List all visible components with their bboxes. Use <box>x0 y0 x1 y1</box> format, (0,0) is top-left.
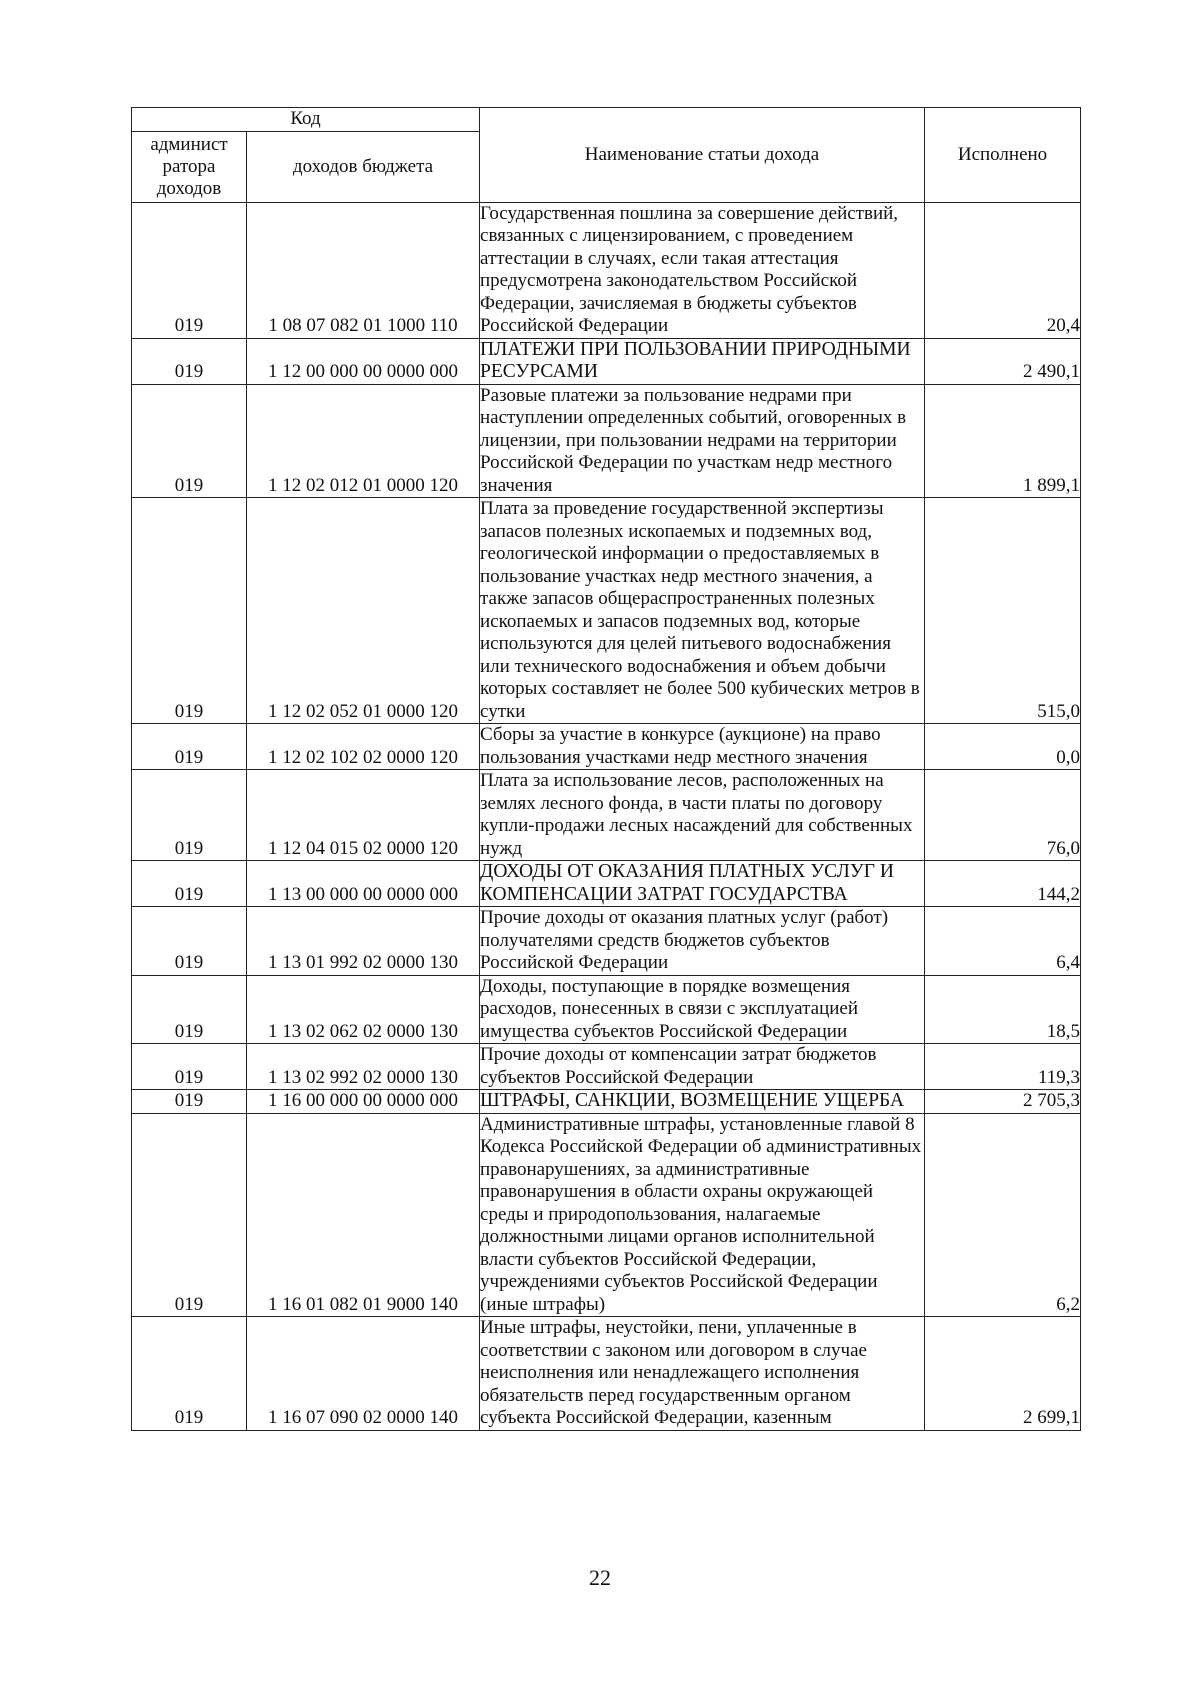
header-item-name: Наименование статьи дохода <box>480 108 925 203</box>
item-name-cell: Прочие доходы от оказания платных услуг (работ) получателями средств бюджетов субъектов Российской Федерации <box>480 907 925 976</box>
page-number: 22 <box>589 1565 611 1590</box>
executed-value-cell: 119,3 <box>925 1044 1081 1090</box>
table-row <box>132 724 1081 770</box>
executed-value-cell: 76,0 <box>925 770 1081 861</box>
header-administrator: админист ратора доходов <box>132 131 247 202</box>
executed-value-cell: 144,2 <box>925 861 1081 907</box>
budget-code-cell: 1 12 00 000 00 0000 000 <box>247 338 480 384</box>
item-name-cell: Плата за использование лесов, расположенных на землях лесного фонда, в части платы по договору купли-продажи лесных насаждений для собственных нужд <box>480 770 925 861</box>
item-name-cell: Государственная пошлина за совершение действий, связанных с лицензированием, с проведением аттестации в случаях, если такая аттестация предусмотрена законодательством Российской Федерации, зачисляемая в бюджеты субъектов Российской Федерации <box>480 202 925 338</box>
budget-code-cell: 1 13 02 992 02 0000 130 <box>247 1044 480 1090</box>
budget-code-cell: 1 12 04 015 02 0000 120 <box>247 770 480 861</box>
table-header <box>132 108 1081 203</box>
admin-code-cell: 019 <box>132 1090 247 1114</box>
admin-code-cell: 019 <box>132 498 247 724</box>
admin-code-cell: 019 <box>132 861 247 907</box>
budget-code-cell: 1 08 07 082 01 1000 110 <box>247 202 480 338</box>
budget-code-cell: 1 13 00 000 00 0000 000 <box>247 861 480 907</box>
table-row <box>132 498 1081 724</box>
item-name-cell: Плата за проведение государственной экспертизы запасов полезных ископаемых и подземных вод, геологической информации о предоставляемых в пользование участках недр местного значения, а также запасов общераспространенных полезных ископаемых и запасов подземных вод, которые используются для целей питьевого водоснабжения или технического водоснабжения и объем добычи которых составляет не более 500 кубических метров в сутки <box>480 498 925 724</box>
executed-value-cell: 2 705,3 <box>925 1090 1081 1114</box>
table-row <box>132 1317 1081 1431</box>
item-name-cell: Доходы, поступающие в порядке возмещения расходов, понесенных в связи с эксплуатацией имущества субъектов Российской Федерации <box>480 975 925 1044</box>
executed-value-cell: 18,5 <box>925 975 1081 1044</box>
item-name-cell: Прочие доходы от компенсации затрат бюджетов субъектов Российской Федерации <box>480 1044 925 1090</box>
item-name-cell: Разовые платежи за пользование недрами при наступлении определенных событий, оговоренных в лицензии, при пользовании недрами на территории Российской Федерации по участкам недр местного значения <box>480 384 925 498</box>
budget-code-cell: 1 12 02 102 02 0000 120 <box>247 724 480 770</box>
executed-value-cell: 0,0 <box>925 724 1081 770</box>
executed-value-cell: 515,0 <box>925 498 1081 724</box>
executed-value-cell: 2 490,1 <box>925 338 1081 384</box>
admin-code-cell: 019 <box>132 770 247 861</box>
table-row <box>132 202 1081 338</box>
item-name-cell: Административные штрафы, установленные главой 8 Кодекса Российской Федерации об административных правонарушениях, за административные правонарушения в области охраны окружающей среды и природопользования, налагаемые должностными лицами органов исполнительной власти субъектов Российской Федерации, учреждениями субъектов Российской Федерации (иные штрафы) <box>480 1113 925 1317</box>
executed-value-cell: 6,4 <box>925 907 1081 976</box>
table-row <box>132 770 1081 861</box>
item-name-cell: Иные штрафы, неустойки, пени, уплаченные в соответствии с законом или договором в случае неисполнения или ненадлежащего исполнения обязательств перед государственным органом субъекта Российской Федерации, казенным <box>480 1317 925 1431</box>
budget-code-cell: 1 16 01 082 01 9000 140 <box>247 1113 480 1317</box>
admin-code-cell: 019 <box>132 338 247 384</box>
admin-code-cell: 019 <box>132 975 247 1044</box>
executed-value-cell: 2 699,1 <box>925 1317 1081 1431</box>
header-budget-income: доходов бюджета <box>247 131 480 202</box>
admin-code-cell: 019 <box>132 1317 247 1431</box>
budget-code-cell: 1 13 02 062 02 0000 130 <box>247 975 480 1044</box>
table-row <box>132 384 1081 498</box>
table-body <box>132 202 1081 1430</box>
admin-code-cell: 019 <box>132 724 247 770</box>
table-row <box>132 338 1081 384</box>
item-name-cell: Сборы за участие в конкурсе (аукционе) на право пользования участками недр местного значения <box>480 724 925 770</box>
item-name-cell: ШТРАФЫ, САНКЦИИ, ВОЗМЕЩЕНИЕ УЩЕРБА <box>480 1090 925 1114</box>
executed-value-cell: 6,2 <box>925 1113 1081 1317</box>
budget-code-cell: 1 12 02 052 01 0000 120 <box>247 498 480 724</box>
executed-value-cell: 20,4 <box>925 202 1081 338</box>
budget-code-cell: 1 13 01 992 02 0000 130 <box>247 907 480 976</box>
table-row <box>132 861 1081 907</box>
budget-code-cell: 1 12 02 012 01 0000 120 <box>247 384 480 498</box>
table-row <box>132 1044 1081 1090</box>
admin-code-cell: 019 <box>132 1044 247 1090</box>
executed-value-cell: 1 899,1 <box>925 384 1081 498</box>
admin-code-cell: 019 <box>132 1113 247 1317</box>
admin-code-cell: 019 <box>132 907 247 976</box>
admin-code-cell: 019 <box>132 384 247 498</box>
admin-code-cell: 019 <box>132 202 247 338</box>
budget-code-cell: 1 16 07 090 02 0000 140 <box>247 1317 480 1431</box>
item-name-cell: ДОХОДЫ ОТ ОКАЗАНИЯ ПЛАТНЫХ УСЛУГ И КОМПЕНСАЦИИ ЗАТРАТ ГОСУДАРСТВА <box>480 861 925 907</box>
header-kod: Код <box>132 108 480 132</box>
budget-code-cell: 1 16 00 000 00 0000 000 <box>247 1090 480 1114</box>
table-row <box>132 975 1081 1044</box>
item-name-cell: ПЛАТЕЖИ ПРИ ПОЛЬЗОВАНИИ ПРИРОДНЫМИ РЕСУРСАМИ <box>480 338 925 384</box>
budget-income-table <box>131 107 1081 1431</box>
header-executed: Исполнено <box>925 108 1081 203</box>
table-row <box>132 1113 1081 1317</box>
table-row <box>132 1090 1081 1114</box>
table-row <box>132 907 1081 976</box>
